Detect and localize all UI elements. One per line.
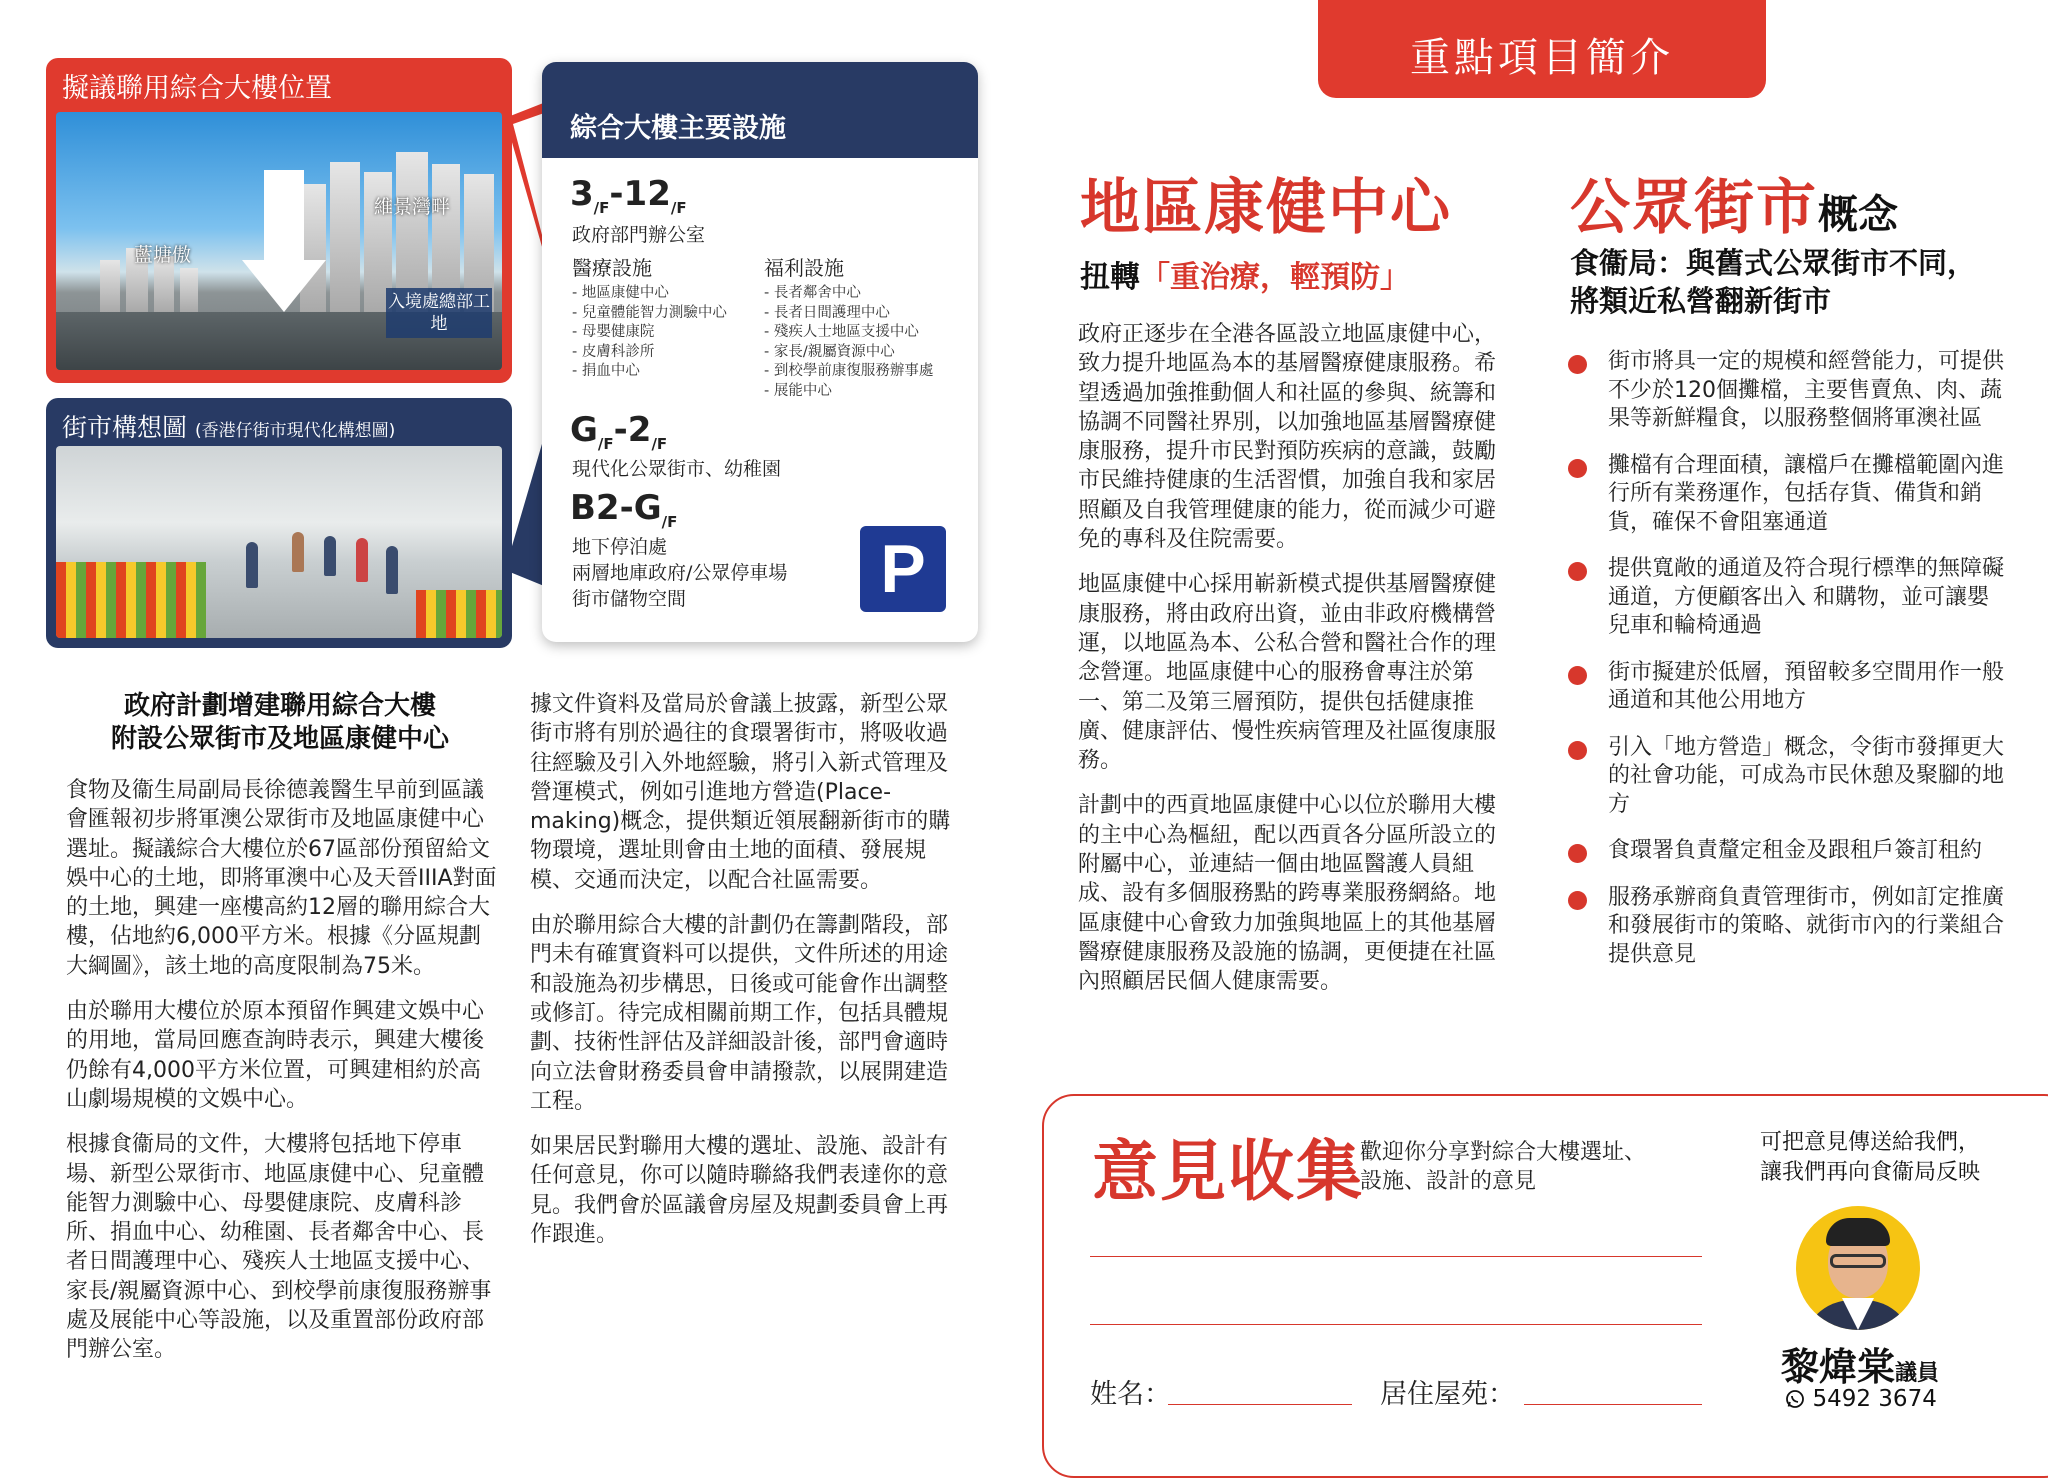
name-field[interactable] <box>1168 1404 1352 1405</box>
councillor-avatar <box>1796 1206 1920 1330</box>
facilities-title: 綜合大樓主要設施 <box>570 113 786 144</box>
paragraph: 由於聯用綜合大樓的計劃仍在籌劃階段，部門未有確實資料可以提供，文件所述的用途和設施為初步構思，日後或可能會作出調整或修訂。待完成相關前期工作，包括具體規劃、技術性評估及詳細設計後，部門會適時向立法會財務委員會申請撥款，以展開建造工程。 <box>530 913 949 1114</box>
estate-label: 居住屋苑： <box>1380 1379 1515 1410</box>
photo-label-site: 入境處總部工地 <box>386 288 492 338</box>
list-item: - 母嬰健康院 <box>572 324 655 341</box>
whatsapp-icon <box>1785 1389 1805 1409</box>
list-item: 引入「地方營造」概念，令街市發揮更大的社會功能，可成為市民休憩及聚腳的地方 <box>1566 734 2006 820</box>
list-item: 服務承辦商負責管理街市，例如訂定推廣和發展街市的策略、就街市內的行業組合提供意見 <box>1566 884 2006 970</box>
location-photo <box>56 112 502 370</box>
medical-list <box>572 284 727 382</box>
list-item: - 殘疾人士地區支援中心 <box>764 324 919 341</box>
feedback-description: 歡迎你分享對綜合大樓選址、 設施、設計的意見 <box>1360 1140 1647 1194</box>
list-item: - 到校學前康復服務辦事處 <box>764 363 934 380</box>
paragraph: 由於聯用大樓位於原本預留作興建文娛中心的用地，當局回應查詢時表示，興建大樓後仍餘有4,000平方米位置，可興建相約於高山劇場規模的文娛中心。 <box>66 999 485 1112</box>
welfare-list <box>764 284 933 402</box>
list-item: 食環署負責釐定租金及跟租戶簽訂租約 <box>1566 837 2006 866</box>
site-arrow-head-icon <box>242 260 326 312</box>
health-centre-body <box>1078 320 1514 1013</box>
list-item: - 長者鄰舍中心 <box>764 285 861 301</box>
paragraph: 如果居民對聯用大樓的選址、設施、設計有任何意見，你可以隨時聯絡我們表達你的意見。我們會於區議會房屋及規劃委員會上再作跟進。 <box>530 1134 949 1248</box>
bullet-icon <box>1568 666 1587 685</box>
parking-icon: P <box>860 526 946 612</box>
section-tab <box>1318 0 1766 98</box>
floor-range-1: $3_{/F}-12_{/F}$ <box>570 174 687 217</box>
photo-label-2: 藍塘傲 <box>134 244 192 266</box>
bullet-icon <box>1568 562 1587 581</box>
article-mid-column <box>530 690 962 1265</box>
list-item: - 展能中心 <box>764 382 832 399</box>
floor-3-desc: 地下停泊處 兩層地庫政府/公眾停車場 街市儲物空間 <box>572 536 788 610</box>
comment-line-1[interactable] <box>1090 1256 1702 1257</box>
market-concept-subtitle: 食衞局：與舊式公眾街市不同， 將類近私營翻新街市 <box>1570 246 1977 318</box>
article-left-column <box>66 776 498 1381</box>
estate-field[interactable] <box>1524 1404 1702 1405</box>
market-concept-title: 公眾街市概念 <box>1570 173 1898 243</box>
medical-heading: 醫療設施 <box>572 256 652 280</box>
list-item: 攤檔有合理面積，讓檔戶在攤檔範圍內進行所有業務運作，包括存貨、備貨和銷貨，確保不會阻塞通道 <box>1566 452 2006 538</box>
paragraph: 食物及衞生局副局長徐德義醫生早前到區議會匯報初步將軍澳公眾街市及地區康健中心選址。擬議綜合大樓位於67區部份預留給文娛中心的土地，即將軍澳中心及天晉IIIA對面的土地，興建一座樓高約12層的聯用綜合大樓，佔地約6,000平方米。根據《分區規劃大綱圖》，該土地的高度限制為75米。 <box>66 778 497 979</box>
health-centre-title: 地區康健中心 <box>1080 173 1452 243</box>
section-tab-label: 重點項目簡介 <box>1410 35 1674 81</box>
facilities-card <box>542 62 978 642</box>
health-centre-subtitle: 扭轉「重治療，輕預防」 <box>1080 260 1410 295</box>
article-title: 政府計劃增建聯用綜合大樓 附設公眾街市及地區康健中心 <box>110 691 449 754</box>
feedback-title: 意見收集 <box>1092 1133 1364 1210</box>
market-concept-list <box>1566 348 2006 987</box>
facilities-header <box>542 62 978 158</box>
floor-2-desc: 現代化公眾街市、幼稚園 <box>572 458 782 480</box>
list-item: - 家長/親屬資源中心 <box>764 343 895 360</box>
market-render-subtitle: (香港仔街市現代化構想圖) <box>194 421 396 441</box>
councillor-phone[interactable]: 5492 3674 <box>1776 1386 1946 1412</box>
market-render-title: 街市構想圖 (香港仔街市現代化構想圖) <box>62 413 396 442</box>
welfare-heading: 福利設施 <box>764 256 844 280</box>
floor-1-desc: 政府部門辦公室 <box>572 224 706 246</box>
market-render-panel <box>46 398 512 648</box>
bullet-icon <box>1568 844 1587 863</box>
contact-note: 可把意見傳送給我們， 讓我們再向食衞局反映 <box>1759 1130 1980 1185</box>
photo-label-1: 維景灣畔 <box>374 196 451 218</box>
bullet-icon <box>1568 891 1587 910</box>
list-item: - 兒童體能智力測驗中心 <box>572 304 727 321</box>
paragraph: 計劃中的西貢地區康健中心以位於聯用大樓的主中心為樞紐，配以西貢各分區所設立的附屬中心，並連結一個由地區醫護人員組成、設有多個服務點的跨專業服務網絡。地區康健中心會致力加強與地區上的其他基層醫療健康服務及設施的協調，更便捷在社區內照顧居民個人健康需要。 <box>1078 793 1497 995</box>
paragraph: 據文件資料及當局於會議上披露，新型公眾街市將有別於過往的食環署街市，將吸收過往經驗及引入外地經驗，將引入新式管理及營運模式，例如引進地方營造(Place-making)概念，提供類近領展翻新街市的購物環境，選址則會由土地的面積、發展規模、交通而決定，以配合社區需要。 <box>530 692 951 893</box>
market-render-image <box>56 446 502 638</box>
floor-range-2: $G_{/F}-2_{/F}$ <box>570 410 668 453</box>
location-panel <box>46 58 512 383</box>
list-item: - 捐血中心 <box>572 363 640 380</box>
name-label: 姓名： <box>1090 1379 1171 1410</box>
paragraph: 政府正逐步在全港各區設立地區康健中心，致力提升地區為本的基層醫療健康服務。希望透過加強推動個人和社區的參與、統籌和協調不同醫社界別，以加強地區基層醫療健康服務，提升市民對預防疾病的意識，鼓勵市民維持健康的生活習慣，加強自我和家居照顧及自我管理健康的能力，從而減少可避免的專科及住院需要。 <box>1078 322 1497 553</box>
list-item: - 皮膚科診所 <box>572 343 655 360</box>
comment-line-2[interactable] <box>1090 1324 1702 1325</box>
floor-range-3: $B2-G_{/F}$ <box>570 488 678 531</box>
list-item: - 長者日間護理中心 <box>764 304 890 321</box>
list-item: 街市擬建於低層，預留較多空間用作一般通道和其他公用地方 <box>1566 659 2006 716</box>
list-item: - 地區康健中心 <box>572 285 669 301</box>
councillor-name: 黎煒棠議員 <box>1780 1345 1940 1389</box>
location-title: 擬議聯用綜合大樓位置 <box>62 73 332 104</box>
list-item: 街市將具一定的規模和經營能力，可提供不少於120個攤檔，主要售賣魚、肉、蔬果等新鮮糧食，以服務整個將軍澳社區 <box>1566 348 2006 434</box>
bullet-icon <box>1568 459 1587 478</box>
bullet-icon <box>1568 741 1587 760</box>
paragraph: 根據食衞局的文件，大樓將包括地下停車場、新型公眾街市、地區康健中心、兒童體能智力測驗中心、母嬰健康院、皮膚科診所、捐血中心、幼稚園、長者鄰舍中心、長者日間護理中心、殘疾人士地區支援中心、家長/親屬資源中心、到校學前康復服務辦事處及展能中心等設施，以及重置部份政府部門辦公室。 <box>66 1132 492 1363</box>
paragraph: 地區康健中心採用嶄新模式提供基層醫療健康服務，將由政府出資，並由非政府機構營運，以地區為本、公私合營和醫社合作的理念營運。地區康健中心的服務會專注於第一、第二及第三層預防，提供包括健康推廣、健康評估、慢性疾病管理及社區復康服務。 <box>1078 572 1497 774</box>
bullet-icon <box>1568 355 1587 374</box>
list-item: 提供寬敞的通道及符合現行標準的無障礙通道，方便顧客出入 和購物，並可讓嬰兒車和輪椅通過 <box>1566 555 2006 641</box>
site-arrow-icon <box>264 170 304 262</box>
